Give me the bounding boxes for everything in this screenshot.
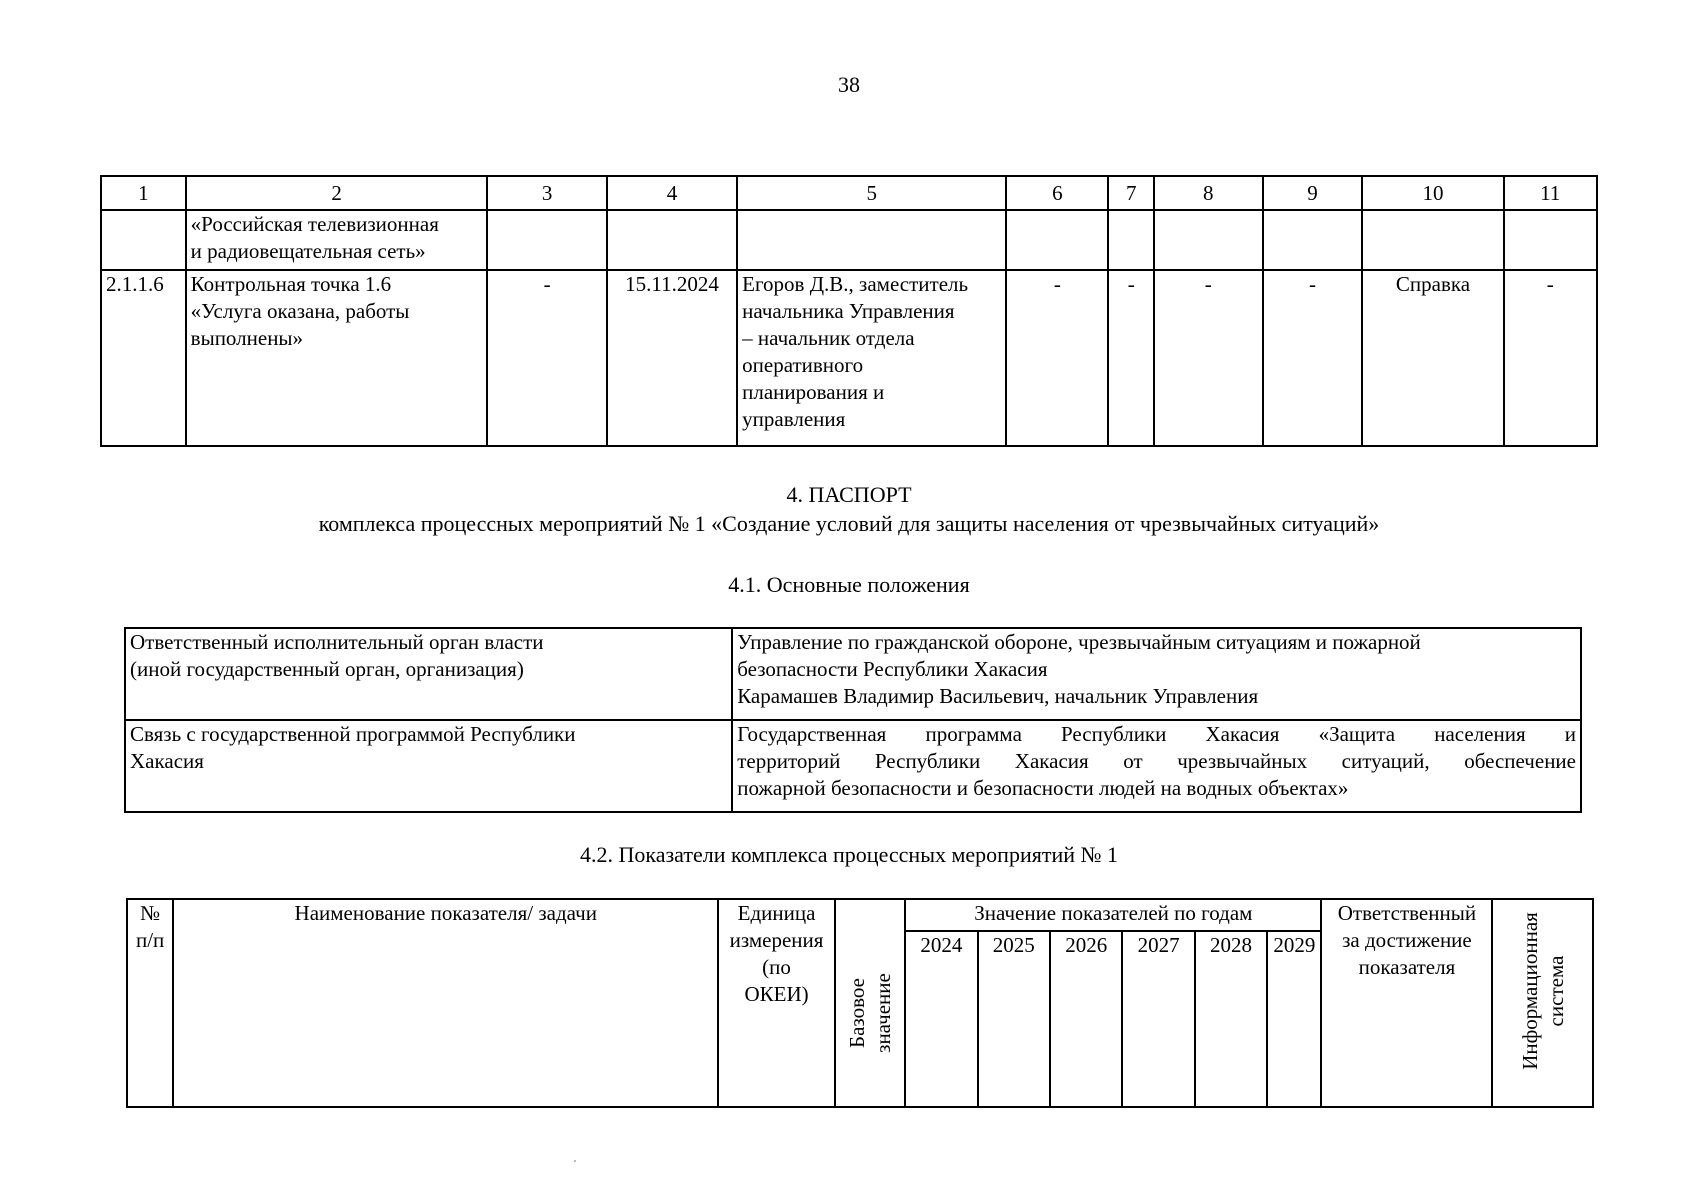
value-line: пожарной безопасности и безопасности людей на водных объектах» xyxy=(737,776,1349,800)
cell xyxy=(1504,210,1597,270)
year-header: 2027 xyxy=(1122,931,1194,1107)
col-base-header xyxy=(835,899,905,1107)
table-row xyxy=(125,628,1581,720)
col-name-header: Наименование показателя/ задачи xyxy=(173,899,718,1107)
column-number: 8 xyxy=(1154,176,1263,210)
checkpoints-table xyxy=(100,175,1598,447)
provision-value xyxy=(732,720,1581,812)
column-number: 9 xyxy=(1263,176,1363,210)
responsible-line: оперативного xyxy=(742,353,864,377)
name-line: «Российская телевизионная xyxy=(190,212,439,236)
column-number: 4 xyxy=(607,176,737,210)
scan-speck xyxy=(574,1160,576,1162)
column-number: 2 xyxy=(186,176,488,210)
table-row xyxy=(101,270,1597,446)
header-line: (по xyxy=(762,955,791,979)
row-number: 2.1.1.6 xyxy=(101,270,186,446)
provision-label xyxy=(125,720,732,812)
cell: - xyxy=(487,270,606,446)
row-name xyxy=(186,270,488,446)
label-line: Ответственный исполнительный орган власти xyxy=(130,630,544,654)
cell xyxy=(1108,210,1154,270)
table-row xyxy=(125,720,1581,812)
column-number: 3 xyxy=(487,176,606,210)
col-unit-header xyxy=(718,899,835,1107)
vertical-header xyxy=(1517,912,1569,1070)
cell xyxy=(1362,210,1503,270)
header-line: п/п xyxy=(135,928,165,952)
name-line: и радиовещательная сеть» xyxy=(190,239,426,263)
cell xyxy=(1263,210,1363,270)
name-line: выполнены» xyxy=(190,326,304,350)
cell xyxy=(1006,210,1108,270)
header-line: система xyxy=(1543,955,1568,1027)
label-line: Хакасия xyxy=(130,749,204,773)
header-line: значение xyxy=(871,973,896,1054)
value-line: Государственная программа Республики Хакасия «Защита населения и xyxy=(737,722,1576,746)
header-line: ОКЕИ) xyxy=(744,982,809,1006)
provision-value xyxy=(732,628,1581,720)
header-line: Базовое xyxy=(845,978,870,1049)
passport-subtitle: комплекса процессных мероприятий № 1 «Создание условий для защиты населения от чрезвычайных ситуаций» xyxy=(318,511,1380,536)
value-line: Карамашев Владимир Васильевич, начальник Управления xyxy=(737,684,1259,708)
cell: - xyxy=(1006,270,1108,446)
vertical-header xyxy=(844,973,896,1053)
header-line: показателя xyxy=(1358,955,1456,979)
basic-heading: 4.1. Основные положения xyxy=(728,572,970,597)
year-header: 2024 xyxy=(905,931,977,1107)
responsible-person xyxy=(737,270,1006,446)
year-header: 2025 xyxy=(978,931,1050,1107)
cell xyxy=(487,210,606,270)
value-line: Управление по гражданской обороне, чрезвычайным ситуациям и пожарной xyxy=(737,630,1421,654)
cell: - xyxy=(1263,270,1363,446)
header-line: Единица xyxy=(737,901,816,925)
header-line: измерения xyxy=(729,928,824,952)
cell: - xyxy=(1108,270,1154,446)
column-number: 1 xyxy=(101,176,186,210)
deadline-date: 15.11.2024 xyxy=(607,270,737,446)
table-row xyxy=(101,210,1597,270)
cell xyxy=(1154,210,1263,270)
responsible-line: – начальник отдела xyxy=(742,326,915,350)
row-name xyxy=(186,210,488,270)
basic-provisions-table xyxy=(124,627,1582,813)
responsible-line: управления xyxy=(742,407,846,431)
label-line: (иной государственный орган, организация) xyxy=(130,657,524,681)
page-number: 38 xyxy=(838,72,860,97)
value-line: территорий Республики Хакасия от чрезвычайных ситуаций, обеспечение xyxy=(737,749,1576,773)
passport-title: 4. ПАСПОРТ xyxy=(786,482,912,507)
name-line: Контрольная точка 1.6 xyxy=(190,272,392,296)
table-header-row xyxy=(127,899,1593,931)
year-header: 2026 xyxy=(1050,931,1122,1107)
col-info-system-header xyxy=(1492,899,1593,1107)
table-header-row xyxy=(101,176,1597,210)
year-header: 2029 xyxy=(1267,931,1321,1107)
cell: - xyxy=(1154,270,1263,446)
responsible-line: начальника Управления xyxy=(742,299,955,323)
header-line: за достижение xyxy=(1342,928,1472,952)
indicators-table xyxy=(126,898,1594,1108)
name-line: «Услуга оказана, работы xyxy=(190,299,410,323)
year-header: 2028 xyxy=(1195,931,1267,1107)
column-number: 5 xyxy=(737,176,1006,210)
responsible-line: планирования и xyxy=(742,380,885,404)
value-line: безопасности Республики Хакасия xyxy=(737,657,1048,681)
column-number: 11 xyxy=(1504,176,1597,210)
row-number xyxy=(101,210,186,270)
label-line: Связь с государственной программой Республики xyxy=(130,722,576,746)
column-number: 10 xyxy=(1362,176,1503,210)
col-years-group-header: Значение показателей по годам xyxy=(905,899,1321,931)
header-line: № xyxy=(140,901,161,925)
cell: - xyxy=(1504,270,1597,446)
cell xyxy=(737,210,1006,270)
column-number: 6 xyxy=(1006,176,1108,210)
column-number: 7 xyxy=(1108,176,1154,210)
header-line: Ответственный xyxy=(1337,901,1477,925)
header-line: Информационная xyxy=(1517,911,1542,1070)
document-type: Справка xyxy=(1362,270,1503,446)
provision-label xyxy=(125,628,732,720)
indicators-heading: 4.2. Показатели комплекса процессных мероприятий № 1 xyxy=(579,842,1118,867)
cell xyxy=(607,210,737,270)
col-responsible-header xyxy=(1321,899,1492,1107)
col-number-header xyxy=(127,899,173,1107)
responsible-line: Егоров Д.В., заместитель xyxy=(742,272,969,296)
